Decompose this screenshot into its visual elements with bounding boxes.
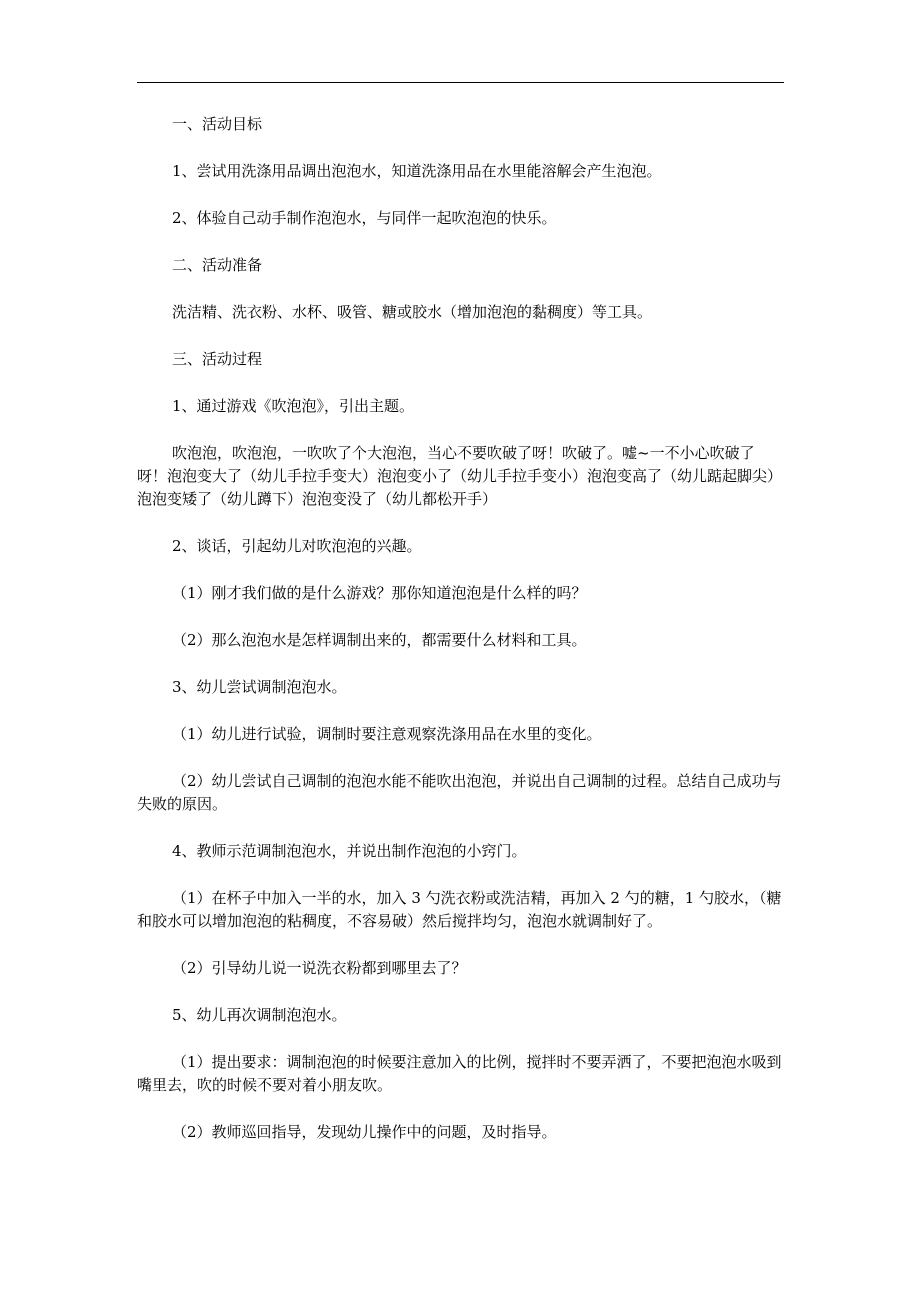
document-body	[137, 113, 784, 1144]
process-step-2: 2、谈话，引起幼儿对吹泡泡的兴趣。	[172, 537, 422, 555]
song-lyrics: 吹泡泡，吹泡泡，一吹吹了个大泡泡，当心不要吹破了呀！吹破了。嘘~一不小心吹破了呀！泡泡变大了（幼儿手拉手变大）泡泡变小了（幼儿手拉手变小）泡泡变高了（幼儿踮起脚尖）泡泡变矮了（幼儿蹲下）泡泡变没了（幼儿都松开手）	[137, 444, 783, 508]
step-3-sub-1: （1）幼儿进行试验，调制时要注意观察洗涤用品在水里的变化。	[172, 725, 602, 743]
step-5-sub-1: （1）提出要求：调制泡泡的时候要注意加入的比例，搅拌时不要弄洒了，不要把泡泡水吸到嘴里去，吹的时候不要对着小朋友吹。	[137, 1053, 782, 1094]
step-2-sub-2: （2）那么泡泡水是怎样调制出来的，都需要什么材料和工具。	[172, 631, 587, 649]
step-2-sub-1: （1）刚才我们做的是什么游戏？那你知道泡泡是什么样的吗？	[172, 584, 587, 602]
process-step-1: 1、通过游戏《吹泡泡》，引出主题。	[172, 397, 415, 415]
step-4-sub-1: （1）在杯子中加入一半的水，加入 3 勺洗衣粉或洗洁精，再加入 2 勺的糖，1 勺胶水，（糖和胶水可以增加泡泡的粘稠度，不容易破）然后搅拌均匀，泡泡水就调制好了。	[137, 889, 782, 930]
section-heading-goals: 一、活动目标	[172, 115, 263, 133]
preparation-text: 洗洁精、洗衣粉、水杯、吸管、糖或胶水（增加泡泡的黏稠度）等工具。	[172, 303, 653, 321]
goal-item-1: 1、尝试用洗涤用品调出泡泡水，知道洗涤用品在水里能溶解会产生泡泡。	[172, 162, 662, 180]
process-step-4: 4、教师示范调制泡泡水，并说出制作泡泡的小窍门。	[172, 842, 527, 860]
header-rule	[137, 82, 784, 83]
section-heading-process: 三、活动过程	[172, 350, 263, 368]
step-3-sub-2: （2）幼儿尝试自己调制的泡泡水能不能吹出泡泡，并说出自己调制的过程。总结自己成功与失败的原因。	[137, 772, 782, 813]
step-4-sub-2: （2）引导幼儿说一说洗衣粉都到哪里去了？	[172, 959, 467, 977]
process-step-5: 5、幼儿再次调制泡泡水。	[172, 1006, 347, 1024]
process-step-3: 3、幼儿尝试调制泡泡水。	[172, 678, 347, 696]
goal-item-2: 2、体验自己动手制作泡泡水，与同伴一起吹泡泡的快乐。	[172, 209, 557, 227]
section-heading-preparation: 二、活动准备	[172, 256, 263, 274]
step-5-sub-2: （2）教师巡回指导，发现幼儿操作中的问题，及时指导。	[172, 1123, 557, 1141]
